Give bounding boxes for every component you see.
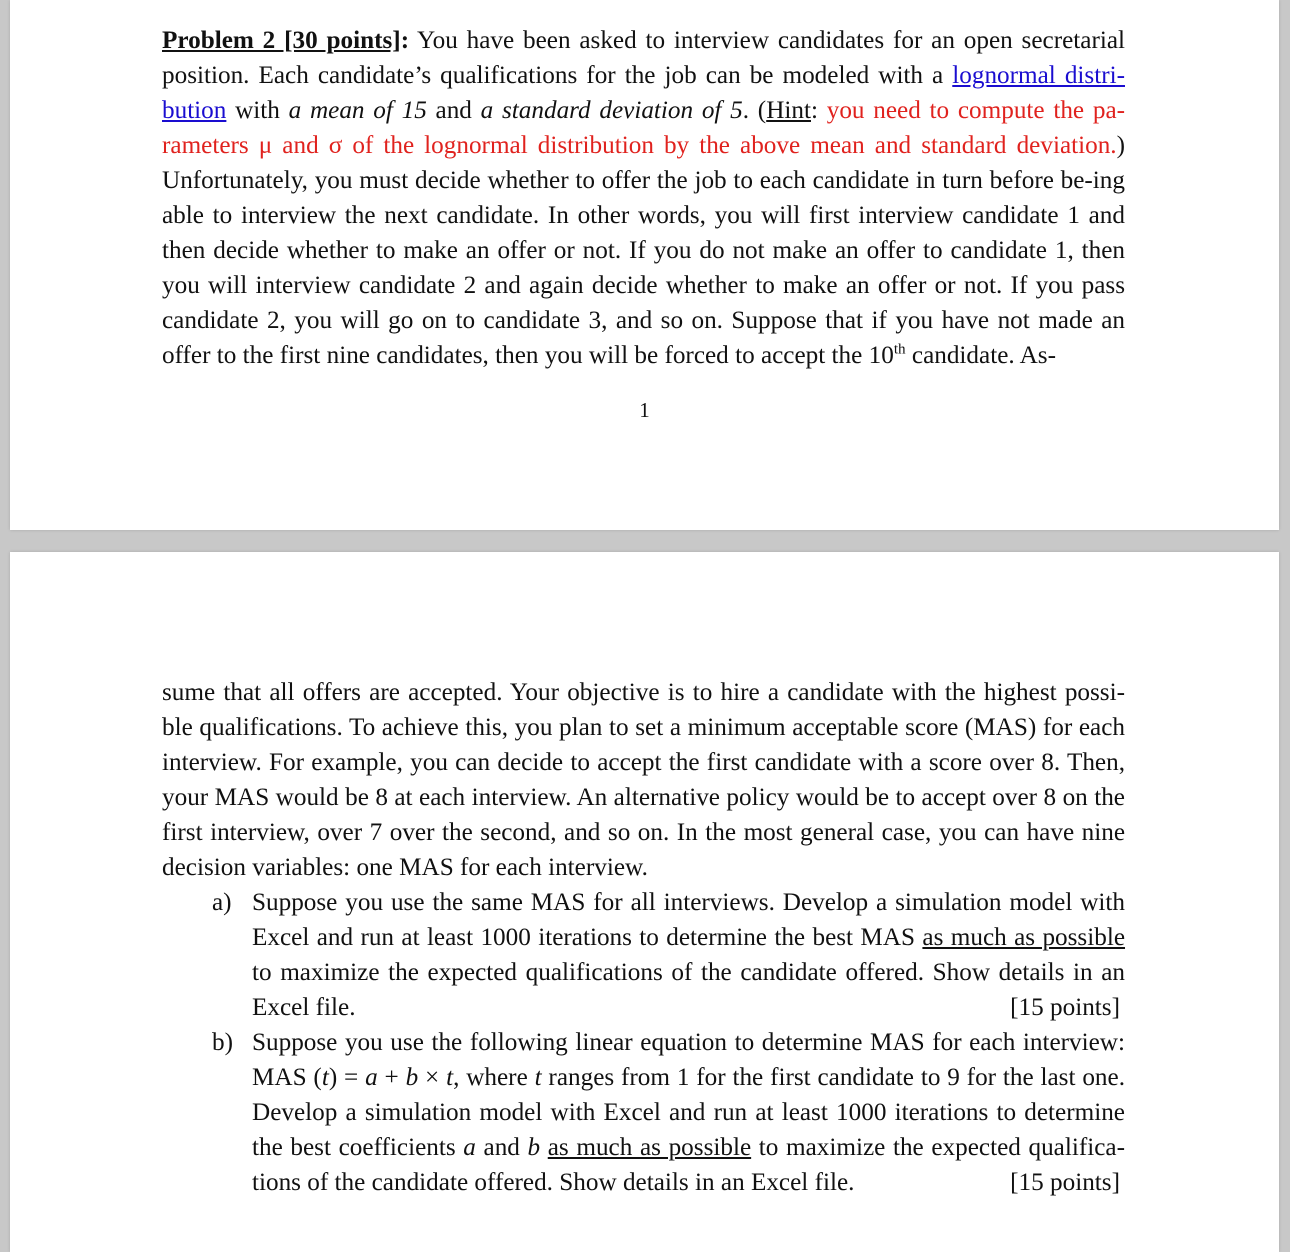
part-a-label: a) xyxy=(212,889,232,916)
body-text: ) Unfortunately, you must decide whether to offer the job to each candidate in turn before be-ing able to interview the next candidate. In other words, you will first interview candidate 1 and then decide whether to make an offer or not. If you do not make an offer to candidate 1, then you will interview candidate 2 and again decide whether to make an offer or not. If you pass candidate 2, you will go on to candidate 3, and so on. Suppose that if you have not made an offer to the first nine candidates, then you will be forced to accept the 10 xyxy=(162,132,1125,369)
part-b-text: ) = xyxy=(328,1064,366,1091)
var-a: a xyxy=(365,1064,378,1091)
var-t: t xyxy=(446,1064,454,1091)
part-a-points: [15 points] xyxy=(1010,994,1120,1021)
document-page-2 xyxy=(10,552,1279,1252)
part-b-text: to maximize the expected qualifica-tions of the candidate offered. Show details in an Excel file. xyxy=(252,1134,1125,1196)
emphasis-underline: as much as possible xyxy=(922,924,1126,951)
part-b-text: ranges from 1 for the first candidate to 9 for the last one. Develop a simulation model with Excel and run at least 1000 iterations to determine the best coefficients xyxy=(252,1064,1125,1161)
body-text: You have been asked to interview candidates for an open secretarial position. Each candidate’s qualifications for the job can be modeled with a xyxy=(162,27,1126,89)
hint-colon: : xyxy=(810,97,827,124)
part-a-text: Suppose you use the same MAS for all interviews. Develop a simulation model with Excel and run at least 1000 iterations to determine the best MAS xyxy=(252,889,1125,951)
document-page-1 xyxy=(10,0,1279,530)
body-text: candidate. As- xyxy=(905,342,1056,369)
intro-paragraph: sume that all offers are accepted. Your objective is to hire a candidate with the highest possi-ble qualifications. To achieve this, you plan to set a minimum acceptable score (MAS) for each interview. For example, you can decide to accept the first candidate with a score over 8. Then, your MAS would be 8 at each interview. An alternative policy would be to accept over 8 on the first interview, over 7 over the second, and so on. In the most general case, you can have nine decision variables: one MAS for each interview. xyxy=(162,679,1125,881)
sd-text: a standard deviation of 5 xyxy=(480,97,743,124)
body-text: and xyxy=(426,97,481,124)
part-b-points: [15 points] xyxy=(1010,1169,1120,1196)
var-a: a xyxy=(463,1134,476,1161)
hint-label: Hint xyxy=(766,97,811,124)
part-b-text: , where xyxy=(453,1064,535,1091)
part-b-label: b) xyxy=(212,1029,233,1056)
part-b-text: × xyxy=(418,1064,447,1091)
body-text: with xyxy=(226,97,289,124)
part-a-text: to maximize the expected qualifications of the candidate offered. Show details in an Excel file. xyxy=(252,959,1125,1021)
subquestion-list xyxy=(162,885,1125,1200)
part-b-text: + xyxy=(377,1064,406,1091)
var-t: t xyxy=(534,1064,542,1091)
problem-statement xyxy=(162,23,1125,373)
var-b: b xyxy=(405,1064,419,1091)
part-b-text: and xyxy=(475,1134,528,1161)
page-number: 1 xyxy=(639,398,650,422)
problem-continuation xyxy=(162,675,1125,1200)
var-t: t xyxy=(321,1064,329,1091)
part-a xyxy=(162,885,1125,1025)
body-text: . ( xyxy=(742,97,767,124)
var-b: b xyxy=(527,1134,541,1161)
emphasis-underline: as much as possible xyxy=(547,1134,752,1161)
hint-text: you need to compute the pa-rameters μ and σ of the lognormal distribution by the above mean and standard deviation. xyxy=(162,97,1126,159)
title-colon: : xyxy=(400,27,410,54)
part-b-text: Suppose you use the following linear equation to determine MAS for each interview: MAS ( xyxy=(252,1029,1125,1091)
mean-text: a mean of 15 xyxy=(288,97,427,124)
superscript-th: th xyxy=(893,341,906,358)
part-b xyxy=(162,1025,1125,1200)
lognormal-link[interactable]: lognormal distri-bution xyxy=(162,62,1125,124)
problem-title: Problem 2 [30 points] xyxy=(162,27,401,54)
part-b-text xyxy=(540,1134,548,1161)
